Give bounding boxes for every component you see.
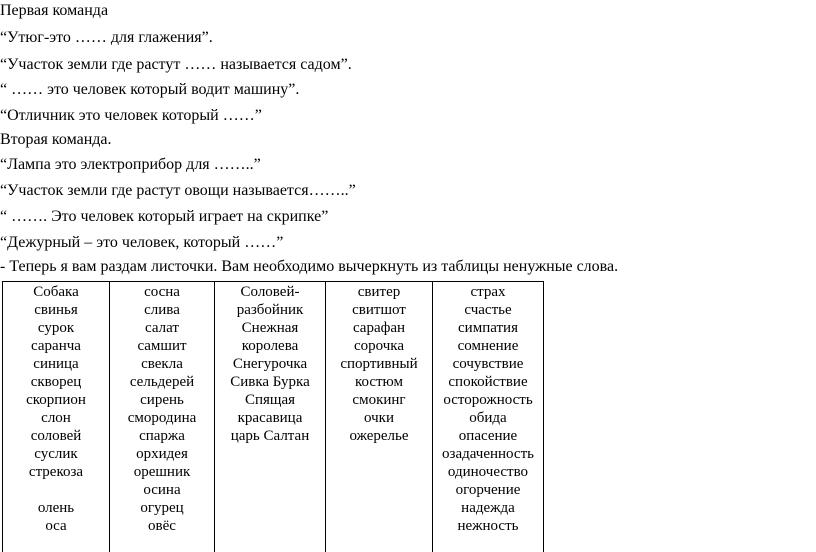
table-cell: свитшот xyxy=(352,302,406,318)
table-cell: осторожность xyxy=(443,392,533,408)
text-line: “Лампа это электроприбор для ……..” xyxy=(0,156,261,173)
table-cell: сосна xyxy=(144,284,180,300)
table-cell: нежность xyxy=(457,518,519,534)
table-cell: самшит xyxy=(137,338,187,354)
table-cell: спаржа xyxy=(139,428,185,444)
table-cell: стрекоза xyxy=(28,464,84,480)
table-cell: скворец xyxy=(30,374,82,390)
table-cell: скорпион xyxy=(26,392,86,408)
table-cell: свекла xyxy=(141,356,183,372)
table-cell: сочувствие xyxy=(452,356,524,372)
table-column xyxy=(3,282,110,552)
table-cell: салат xyxy=(145,320,179,336)
table-cell: огурец xyxy=(140,500,184,516)
table-column xyxy=(326,282,433,552)
text-line: “Утюг-это …… для глажения”. xyxy=(0,29,213,46)
table-cell: суслик xyxy=(34,446,78,462)
table-cell: спокойствие xyxy=(448,374,528,390)
text-line: “Участок земли где растут …… называется садом”. xyxy=(0,56,352,73)
table-cell: слон xyxy=(41,410,71,426)
text-line: Вторая команда. xyxy=(0,131,112,148)
table-cell: орешник xyxy=(133,464,191,480)
table-cell: сарафан xyxy=(352,320,406,336)
table-cell: синица xyxy=(33,356,79,372)
table-cell: смокинг xyxy=(352,392,406,408)
table-cell: царь Салтан xyxy=(230,428,310,444)
table-cell: красавица xyxy=(237,410,303,426)
text-line: Первая команда xyxy=(0,2,109,19)
table-cell: овёс xyxy=(148,518,176,534)
table-column xyxy=(433,282,544,552)
table-cell: сомнение xyxy=(457,338,519,354)
table-cell: сирень xyxy=(140,392,184,408)
table-column xyxy=(110,282,215,552)
text-line: “Дежурный – это человек, который ……” xyxy=(0,234,284,251)
table-cell: спортивный xyxy=(340,356,418,372)
table-cell: смородина xyxy=(127,410,197,426)
table-cell: надежда xyxy=(461,500,515,516)
table-cell: сельдерей xyxy=(129,374,195,390)
table-cell: саранча xyxy=(31,338,81,354)
table-cell: слива xyxy=(144,302,180,318)
table-cell: Собака xyxy=(33,284,79,300)
table-cell: оса xyxy=(45,518,67,534)
table-column xyxy=(215,282,326,552)
table-cell: сорочка xyxy=(353,338,405,354)
table-cell: озадаченность xyxy=(442,446,534,462)
table-cell: страх xyxy=(470,284,506,300)
table-cell: Соловей- xyxy=(240,284,300,300)
table-cell: орхидея xyxy=(136,446,188,462)
table-cell: огорчение xyxy=(455,482,521,498)
table-cell: олень xyxy=(37,500,75,516)
text-line: “Отличник это человек который ……” xyxy=(0,107,262,124)
text-line: “ …… это человек который водит машину”. xyxy=(0,81,300,98)
table-cell: свинья xyxy=(34,302,78,318)
table-cell: сурок xyxy=(37,320,75,336)
table-cell: счастье xyxy=(464,302,512,318)
table-cell: Спящая xyxy=(244,392,296,408)
word-table xyxy=(2,281,544,552)
table-cell: одиночество xyxy=(447,464,529,480)
table-cell: Сивка Бурка xyxy=(230,374,310,390)
table-cell: Снегурочка xyxy=(232,356,308,372)
table-cell: свитер xyxy=(357,284,401,300)
text-line: “ ……. Это человек который играет на скрипке” xyxy=(0,208,329,225)
table-cell: королева xyxy=(241,338,299,354)
table-cell: очки xyxy=(364,410,394,426)
table-cell: осина xyxy=(143,482,181,498)
table-cell: разбойник xyxy=(236,302,304,318)
table-cell: опасение xyxy=(458,428,518,444)
table-cell: соловей xyxy=(30,428,82,444)
table-cell: ожерелье xyxy=(349,428,409,444)
text-line: - Теперь я вам раздам листочки. Вам необходимо вычеркнуть из таблицы ненужные слова. xyxy=(0,258,619,275)
table-cell: обида xyxy=(469,410,507,426)
text-line: “Участок земли где растут овощи называется……..” xyxy=(0,182,356,199)
table-cell: костюм xyxy=(354,374,404,390)
table-cell: симпатия xyxy=(458,320,518,336)
table-cell: Снежная xyxy=(241,320,299,336)
